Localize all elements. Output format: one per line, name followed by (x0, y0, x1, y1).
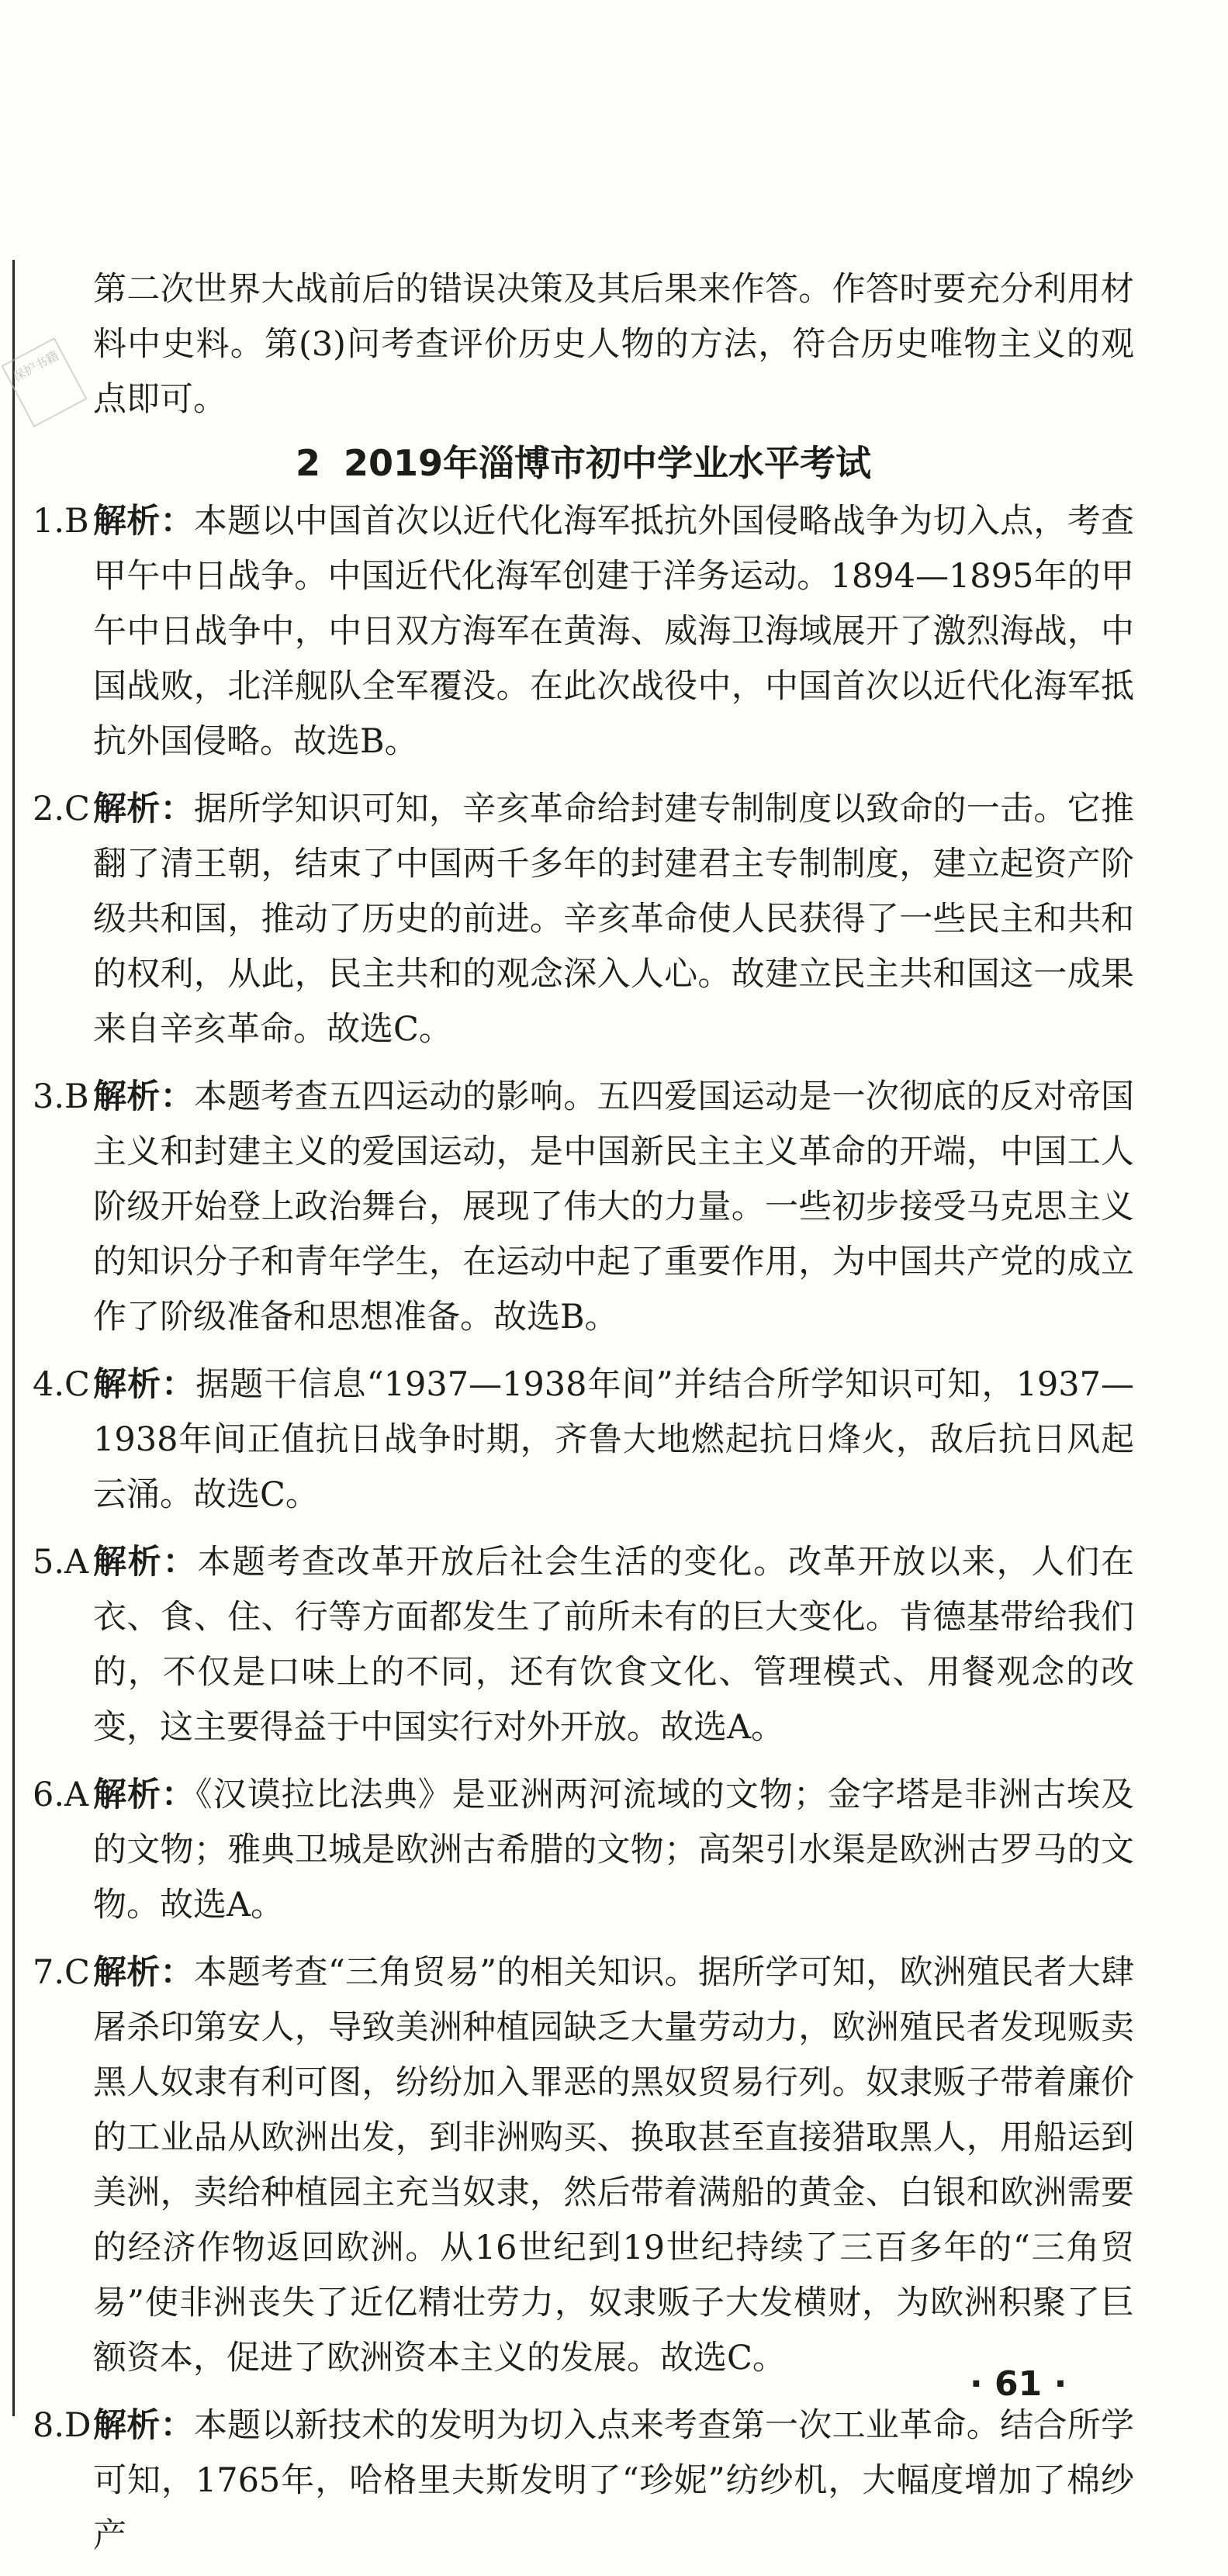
analysis-label: 解析： (93, 1953, 194, 1992)
question-number: 5.A (33, 1543, 89, 1582)
answer-item (33, 1357, 1134, 1523)
margin-rule (12, 260, 15, 2416)
analysis-text: 本题考查“三角贸易”的相关知识。据所学可知，欧洲殖民者大肆屠杀印第安人，导致美洲种植园缺乏大量劳动力，欧洲殖民者发现贩卖黑人奴隶有利可图，纷纷加入罪恶的黑奴贸易行列。奴隶贩子带着廉价的工业品从欧洲出发，到非洲购买、换取甚至直接猎取黑人，用船运到美洲，卖给种植园主充当奴隶，然后带着满船的黄金、白银和欧洲需要的经济作物返回欧洲。从16世纪到19世纪持续了三百多年的“三角贸易”使非洲丧失了近亿精壮劳力，奴隶贩子大发横财，为欧洲积聚了巨额资本，促进了欧洲资本主义的发展。故选C。 (93, 1953, 1135, 2377)
question-number: 7.C (33, 1953, 90, 1992)
answer-item (33, 1535, 1134, 1755)
answer-item (33, 494, 1134, 769)
page-content (33, 262, 1134, 2576)
analysis-label: 解析： (93, 1077, 194, 1116)
analysis-label: 解析： (93, 1365, 196, 1404)
analysis-text: 本题以中国首次以近代化海军抵抗外国侵略战争为切入点，考查甲午中日战争。中国近代化海军创建于洋务运动。1894—1895年的甲午中日战争中，中日双方海军在黄海、威海卫海域展开了激烈海战，中国战败，北洋舰队全军覆没。在此次战役中，中国首次以近代化海军抵抗外国侵略。故选B。 (93, 502, 1135, 761)
question-number: 2.C (33, 790, 90, 828)
analysis-label: 解析： (93, 2406, 194, 2445)
section-number: 2 (295, 442, 320, 484)
answer-item (33, 1070, 1134, 1345)
analysis-text: 本题考查五四运动的影响。五四爱国运动是一次彻底的反对帝国主义和封建主义的爱国运动，是中国新民主主义革命的开端，中国工人阶级开始登上政治舞台，展现了伟大的力量。一些初步接受马克思主义的知识分子和青年学生，在运动中起了重要作用，为中国共产党的成立作了阶级准备和思想准备。故选B。 (93, 1077, 1135, 1336)
analysis-text: 据所学知识可知，辛亥革命给封建专制制度以致命的一击。它推翻了清王朝，结束了中国两千多年的封建君主专制制度，建立起资产阶级共和国，推动了历史的前进。辛亥革命使人民获得了一些民主和共和的权利，从此，民主共和的观念深入人心。故建立民主共和国这一成果来自辛亥革命。故选C。 (93, 790, 1135, 1049)
answer-item (33, 782, 1134, 1057)
analysis-text: 本题考查改革开放后社会生活的变化。改革开放以来，人们在衣、食、住、行等方面都发生了前所未有的巨大变化。肯德基带给我们的，不仅是口味上的不同，还有饮食文化、管理模式、用餐观念的改变，这主要得益于中国实行对外开放。故选A。 (93, 1543, 1135, 1747)
analysis-text: 本题以新技术的发明为切入点来考查第一次工业革命。结合所学可知，1765年，哈格里夫斯发明了“珍妮”纺纱机，大幅度增加了棉纱产 (93, 2406, 1135, 2555)
analysis-text: 据题干信息“1937—1938年间”并结合所学知识可知，1937—1938年间正值抗日战争时期，齐鲁大地燃起抗日烽火，敌后抗日风起云涌。故选C。 (93, 1365, 1135, 1514)
answer-item (33, 1945, 1134, 2386)
analysis-text: 《汉谟拉比法典》是亚洲两河流域的文物；金字塔是非洲古埃及的文物；雅典卫城是欧洲古希腊的文物；高架引水渠是欧洲古罗马的文物。故选A。 (93, 1776, 1135, 1924)
question-number: 1.B (33, 502, 89, 541)
question-number: 6.A (33, 1776, 89, 1814)
answer-list (33, 494, 1134, 2564)
analysis-label: 解析： (93, 502, 194, 541)
analysis-label: 解析： (93, 1776, 196, 1814)
page-number: · 61 · (970, 2364, 1067, 2404)
analysis-label: 解析： (93, 790, 194, 828)
question-number: 4.C (33, 1365, 90, 1404)
question-number: 8.D (33, 2406, 92, 2445)
analysis-label: 解析： (93, 1543, 198, 1582)
answer-item (33, 1768, 1134, 1933)
answer-item (33, 2398, 1134, 2564)
watermark-stamp: 保护书籍 (1, 337, 87, 427)
section-title (33, 432, 1134, 494)
section-title-text: 2019年淄博市初中学业水平考试 (343, 442, 872, 484)
question-number: 3.B (33, 1077, 89, 1116)
intro-paragraph: 第二次世界大战前后的错误决策及其后果来作答。作答时要充分利用材料中史料。第(3)问考查评价历史人物的方法，符合历史唯物主义的观点即可。 (93, 270, 1134, 419)
